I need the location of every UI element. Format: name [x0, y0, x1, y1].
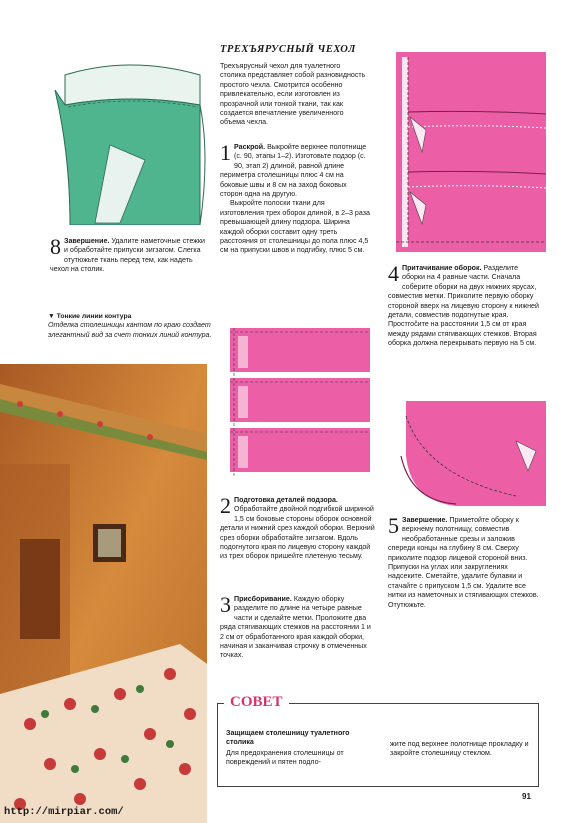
step-8 — [50, 234, 210, 275]
step-number: 2 — [220, 493, 231, 518]
note-title: ▼ Тонкие линии контура — [48, 313, 132, 320]
note-text: Отделка столешницы кантом по краю создает элегантный вид за счет тонких линий контура. — [48, 321, 212, 339]
step-number: 4 — [388, 261, 399, 286]
step-text: Удалите наметочные стежки и обработайте припуски зигзагом. Слегка отутюжьте ткань перед тем, как надеть чехол на столик. — [50, 237, 205, 274]
step-4 — [388, 261, 540, 349]
tip-col2: жите под верхнее полотнище прокладку и закройте столешницу стеклом. — [390, 740, 529, 758]
step-text: Выкройте верхнее полотнище (с. 90, этапы 1–2). Изготовьте подзор (с. 90, этап 2) длиной, равной длине периметра столешницы плюс 4 см на боковые швы и 8 см на заход боковых сторон одна на другую. — [220, 143, 367, 199]
step-title: Раскрой. — [234, 143, 266, 151]
step-text: Приметойте оборку к верхнему полотнищу, совместив необработанные срезы и заложив спереди концы на глубину 8 см. Сверху приколите подзор лицевой стороной вниз. Припуски на углах или закруглениях надсеките. Сметайте, удалите булавки и стачайте с припуском 1,5 см. Удалите все нитки из наметочных и стягивающих стежков. Отутюжьте. — [388, 516, 539, 609]
step-title: Завершение. — [402, 516, 448, 524]
tip-title: Защищаем столешницу туалетного столика — [226, 729, 350, 747]
tip-heading: СОВЕТ — [224, 693, 289, 711]
bedroom-photo — [0, 364, 207, 823]
pink-corner-illustration — [396, 396, 546, 506]
step-title: Подготовка деталей подзора. — [234, 496, 338, 504]
step-number: 1 — [220, 140, 231, 165]
page-title: ТРЕХЪЯРУСНЫЙ ЧЕХОЛ — [220, 44, 356, 55]
step-title: Завершение. — [64, 237, 110, 245]
step-3 — [220, 592, 375, 661]
pink-ruffles-illustration — [396, 52, 546, 252]
step-2 — [220, 493, 375, 562]
step-text: Разделите оборки на 4 равные части. Сначала соберите оборки на двух нижних ярусах, совместив метки. Приколите первую оборку стороной вверх на лицевую сторону к нижней детали, совместив подогнутые края. Простročите на расстоянии 1,5 см от края между рядами стягивающих стежков. Вторая оборка должна перекрывать первую на 5 см. — [388, 264, 539, 348]
step-title: Присборивание. — [234, 595, 292, 603]
step-5 — [388, 513, 540, 610]
page-number: 91 — [522, 792, 531, 801]
pink-strips-illustration — [220, 318, 370, 488]
step-number: 3 — [220, 592, 231, 617]
contour-note — [48, 312, 213, 340]
site-url[interactable]: http://mirpiar.com/ — [4, 806, 124, 818]
step-text-2: Выкройте полоски ткани для изготовления трех оборок длиной, в 2–3 раза превышающей длину подзора. Ширина каждой оборки составит одну треть расстояния от столешницы до пола плюс 4,5 см на припуски швов и подгибку, плюс 5 см. — [220, 199, 370, 255]
step-title: Притачивание оборок. — [402, 264, 482, 272]
step-number: 8 — [50, 234, 61, 259]
step-text: Обработайте двойной подгибкой шириной 1,5 см боковые стороны оборок основной детали и нижний срез каждой оборки. Верхний срез оборки обработайте зигзагом. Вдоль подогнутого края по лицевую сторону каждой из трех оборок пришейте плетеную тесьму. — [220, 505, 375, 561]
step-1 — [220, 140, 370, 256]
step-text: Каждую оборку разделите по длине на четыре равные части и сделайте метки. Проложите два ряда стягивающих стежков на расстоянии 1 и 2 см от обработанного края каждой оборки, начиная и заканчивая строчку в отмеченных точках. — [220, 595, 371, 660]
tip-col1: Для предохранения столешницы от повреждений и пятен подло- — [226, 749, 344, 767]
step-number: 5 — [388, 513, 399, 538]
green-cover-illustration — [50, 45, 210, 225]
intro-text: Трехъярусный чехол для туалетного столика представляет собой разновидность простого чехла. Смотрится особенно привлекательно, если изготовлен из прозрачной или тонкой ткани, так как создается впечатление увеличенного объема чехла. — [220, 62, 366, 127]
